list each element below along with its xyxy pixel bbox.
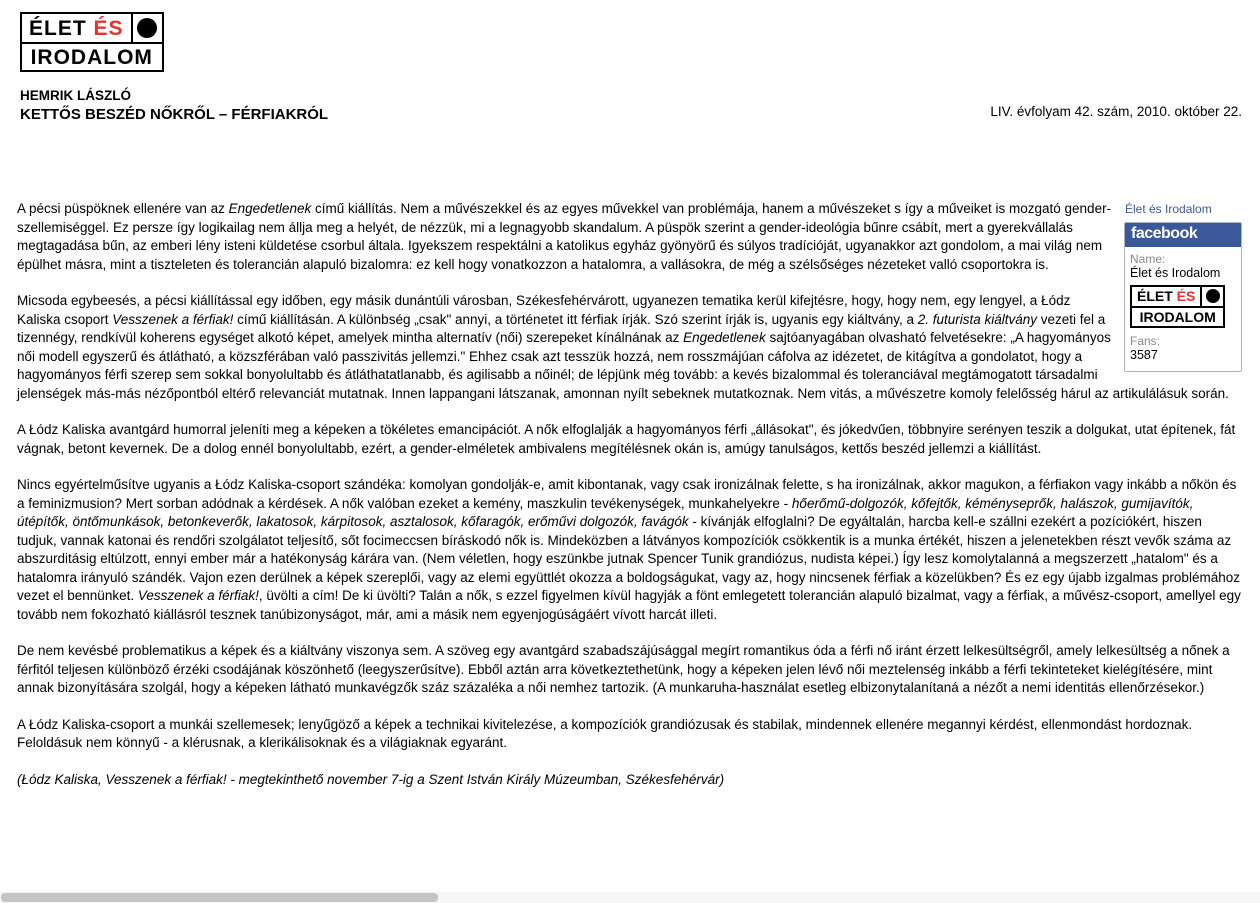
logo-word-elet: ÉLET <box>1137 288 1173 304</box>
article-paragraph: Micsoda egybeesés, a pécsi kiállítással egy időben, egy másik dunántúli városban, Székesfehérvárott, ugyanezen tematika kerül kifejtésre, hogy, hogy nem, egy lengyel, a Łódz Kaliska csoport Vesszenek a férfiak! című kiállításán. A különbség „csak" annyi, a történetet itt férfiak írják. Szó szerint írják is, ugyanis egy kiáltvány, a 2. futurista kiáltvány vezeti fel a tizennégy, rendkívül koherens egységet alkotó képet, amelyek mintha alternatív (női) szerepeket kínálnának az Engedetlenek sajtóanyagában olvasható felvetésekre: „A hagyományos női modell egyszerű és átlátható, a közszférában való passzivitás jellemzi." Ehhez csak azt tesszük hozzá, nem rosszmájúan cáfolva az idézetet, de kitágítva a gondolatot, hogy a hagyományos férfi szerep sem sokkal bonyolultabb és átláthatatlanabb, és agilisabb a nőinél; de lépjünk még tovább: a kevés bizalommal és toleranciával megtámogatott társadalmi jelenségek más-más nézőpontból eltérő relevanciát mutatnak. Innen lappangani látszanak, amonnan nyílt sebeknek mutatkoznak. Nem vitás, a művészetre komoly felelősség hárul az artikulálásuk során. <box>17 293 1229 401</box>
logo-word-es: ÉS <box>93 16 124 40</box>
logo-word-irodalom: IRODALOM <box>1139 308 1216 325</box>
logo-word-es: ÉS <box>1176 288 1196 304</box>
facebook-profile-image[interactable] <box>1130 285 1236 328</box>
author-name: HEMRIK LÁSZLÓ <box>20 88 131 103</box>
logo-dot-icon <box>137 18 157 38</box>
horizontal-scrollbar[interactable] <box>0 892 1260 903</box>
facebook-fans-count: 3587 <box>1130 347 1158 362</box>
logo-top-row <box>20 12 164 44</box>
scrollbar-thumb[interactable] <box>1 893 438 902</box>
logo-top-row <box>1130 285 1225 308</box>
facebook-name-value: Élet és Irodalom <box>1130 265 1221 280</box>
facebook-badge[interactable] <box>1124 222 1242 372</box>
logo-wordmark-bottom <box>20 42 164 72</box>
logo-word-elet: ÉLET <box>29 16 87 40</box>
logo-wordmark-top <box>20 12 133 44</box>
facebook-fans-label: Fans: <box>1130 333 1161 348</box>
logo-wordmark-bottom <box>1130 306 1225 328</box>
logo-circle-box <box>131 12 164 44</box>
article-paragraph: A pécsi püspöknek ellenére van az Engedetlenek című kiállítás. Nem a művészekkel és az egyes művekkel van problémája, hanem a művészeket s így a műveiket is mozgató gender-szellemiséggel. Ez persze így logikailag nem állja meg a helyét, de nézzük, mi a legnagyobb skandalum. A püspök szerint a gender-ideológia bűnre csábít, mert a gyerekvállalás megtagadása bűn, az emberi lény isteni küldetése csorbul általa. Igyekszem respektálni a katolikus egyház gyönyörű és súlyos tradícióját, ugyanakkor azt gondolom, a mai világ nem épülhet másra, mint a tiszteleten és tolerancián alapuló bizalomra: ez kell hogy vonatkozzon a hatalomra, a vallásokra, de még a szélsőséges nézeteket valló csoportokra is. <box>17 201 1112 272</box>
logo-word-irodalom: IRODALOM <box>30 45 153 69</box>
logo-dot-icon <box>1206 289 1220 303</box>
issue-info: LIV. évfolyam 42. szám, 2010. október 22. <box>990 104 1242 119</box>
logo-wordmark-top <box>1130 285 1202 308</box>
article-paragraph: A Łódz Kaliska avantgárd humorral jeleníti meg a képeken a tökéletes emancipációt. A nők elfoglalják a hagyományos férfi „állásokat", és jókedvűen, többnyire serényen teszik a dolgukat, utat építenek, fát vágnak, betont kevernek. De a dolog ennél bonyolultabb, ezért, a gender-elméletek ambivalens megítélésnek okán is, amúgy tanulságos, kettős beszéd jellemzi a kiállítást. <box>17 422 1236 456</box>
page-header <box>0 0 1260 145</box>
facebook-badge-body <box>1125 247 1241 371</box>
article-body <box>0 200 1260 789</box>
facebook-logo[interactable]: facebook <box>1125 223 1241 247</box>
elet-es-irodalom-logo-small <box>1130 285 1225 328</box>
article-paragraph: A Łódz Kaliska-csoport a munkái szellemesek; lenyűgöző a képek a technikai kivitelezése, a kompozíciók grandiózusak és stabilak, mindennek ellenére megannyi kérdést, ellenmondást hordoznak. Feloldásuk nem könnyű - a klérusnak, a klerikálisoknak és a világiaknak egyaránt. <box>17 716 1193 750</box>
article-title: KETTŐS BESZÉD NŐKRŐL – FÉRFIAKRÓL <box>20 106 329 123</box>
facebook-page-link[interactable]: Élet és Irodalom <box>1125 202 1212 216</box>
facebook-sidebar <box>1124 200 1242 372</box>
logo-circle-box <box>1200 285 1225 308</box>
facebook-name-label: Name: <box>1130 251 1166 266</box>
elet-es-irodalom-logo[interactable] <box>20 12 164 72</box>
article-paragraph: Nincs egyértelműsítve ugyanis a Łódz Kaliska-csoport szándéka: komolyan gondolják-e, amit kibontanak, vagy csak ironizálnak felette, s ha ironizálnak, akkor magukon, a férfiakon vagy inkább a nőkön és a feminizmusion? Mert sorban adódnak a kérdések. A nők valóban ezeket a kemény, maszkulin tevékenységek, munkahelyekre - hőerőmű-dolgozók, kőfejtők, kéményseprők, halászok, gumijavítók, útépítők, öntőmunkások, betonkeverők, lakatosok, kárpitosok, asztalosok, kőfaragók, erőművi dolgozók, favágók - kívánják elfoglalni? De egyáltalán, harcba kell-e szállni ezekért a pozíciókért, hiszen tudjuk, vannak katonai és rendőri szolgálatot teljesítő, sőt focimeccsen bíráskodó nők is. Mindeközben a látványos kompozíciók csökkentik is a munka értékét, hiszen a jelenetekben részt vevők száma az abszurditásig eltúlzott, ennyi ember már a hatékonyság kárára van. (Nem véletlen, hogy eszünkbe jutnak Spencer Tunik grandiózus, nudista képei.) Így lesz komolytalanná a megszerzett „hatalom" és a hatalomra irányuló szándék. Vajon ezen derülnek a képek szereplői, vagy az elemi együttlét okozza a boldogságukat, vagy az, hogy nincsenek férfiak a közelükben? És ez egy újabb izgalmas problémához vezet el bennünket. Vesszenek a férfiak!, üvölti a cím! De ki üvölti? Talán a nők, s ezzel figyelmen kívül hagyják a fönt emlegetett tolerancián alapuló bizalmat, vagy a férfiak, a művész-csoport, amellyel egy tovább nem fokozható kiállásról tesznek tanúbizonyságot, már, ami a másik nem egyenjogúságáért vívott harcát illeti. <box>17 477 1241 622</box>
article-footer-note: (Łódz Kaliska, Vesszenek a férfiak! - megtekinthető november 7-ig a Szent István Király Múzeumban, Székesfehérvár) <box>17 771 725 787</box>
article-paragraph: De nem kevésbé problematikus a képek és a kiáltvány viszonya sem. A szöveg egy avantgárd szabadszájúsággal megírt romantikus óda a férfi nő iránt érzett lelkesültségről, amely lelkesültség a nőnek a férfitól teljesen különböző érzéki csodájának köszönhető (leegyszerűsítve). Ebből aztán arra következtethetünk, hogy a képeken jelen lévő női meztelenség inkább a férfi tekinteteket kielégítésére, mint annak bizonyítására szolgál, hogy a képeken látható munkavégzők száz százaléka a női nemhez tartozik. (A munkaruha-használat esetleg elbizonytalanítaná a nézőt a nemi identitás ellenőrzésekor.) <box>17 643 1230 695</box>
